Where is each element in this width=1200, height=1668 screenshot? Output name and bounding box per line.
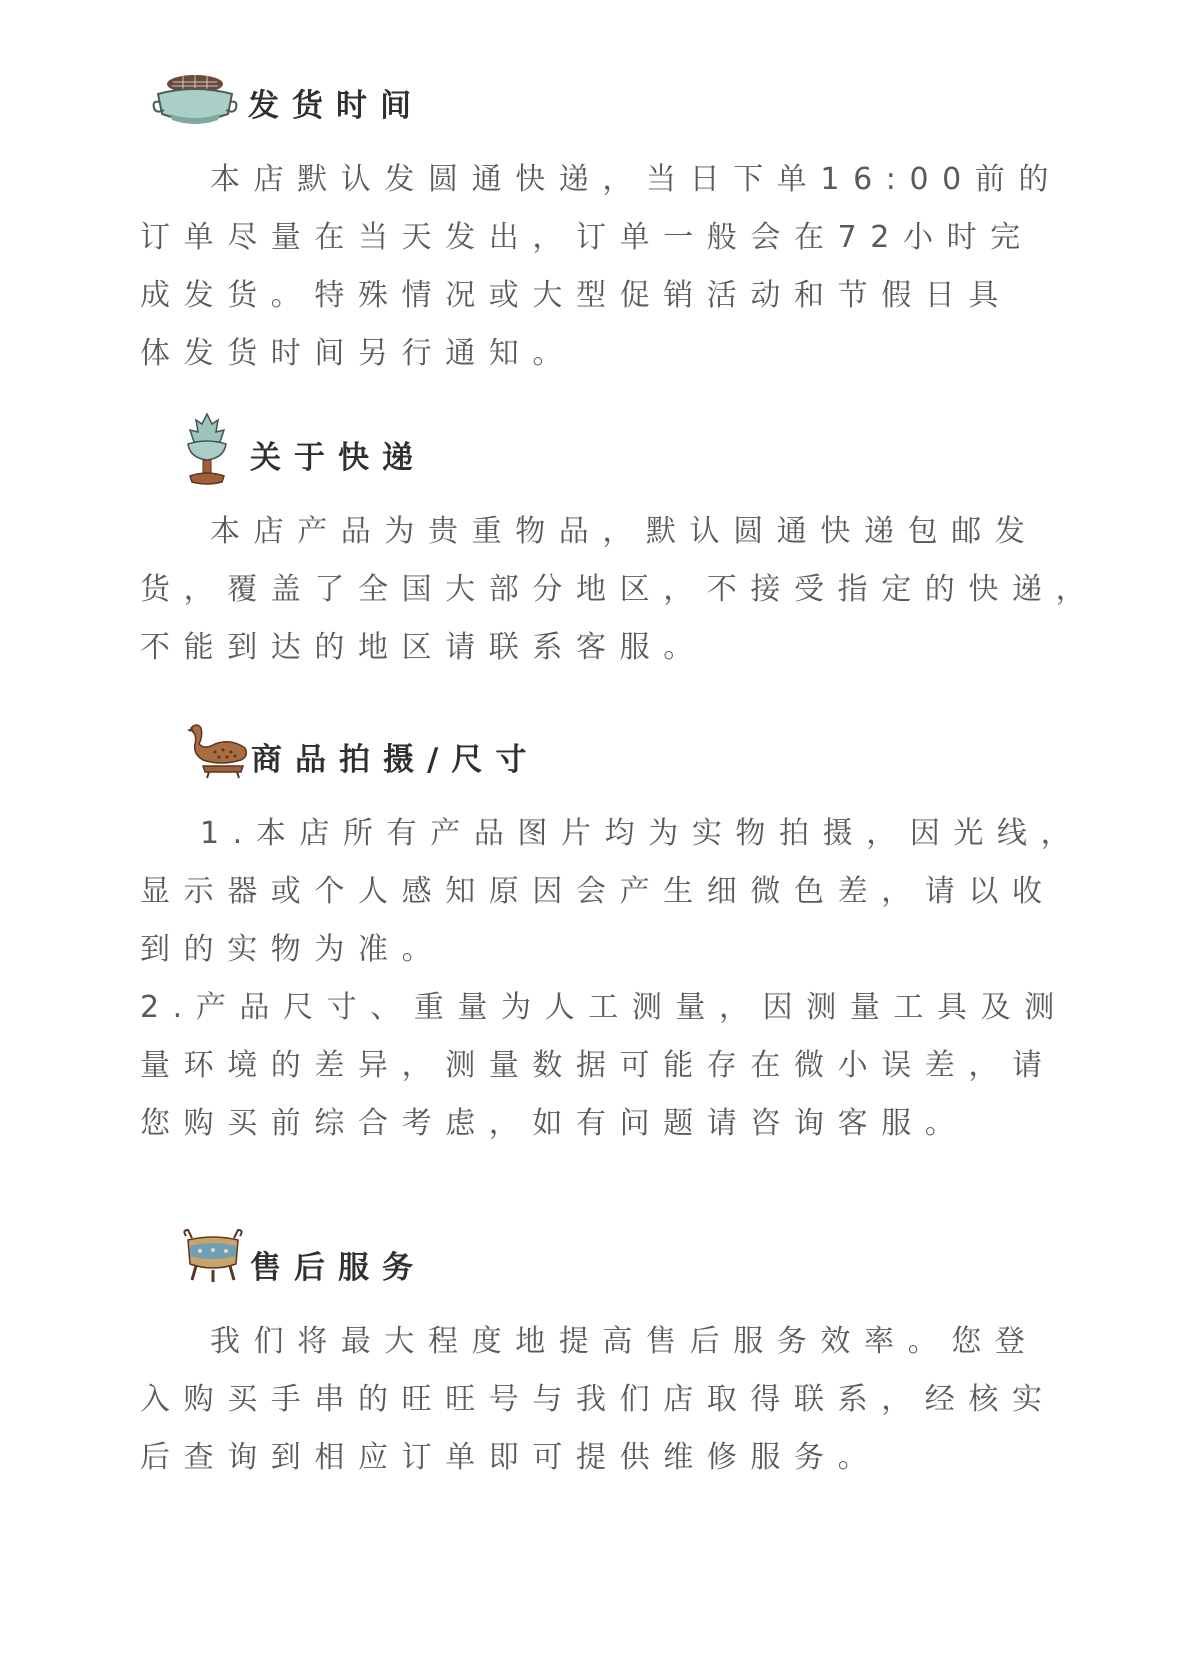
paragraph-line: 您购买前综合考虑，如有问题请咨询客服。 [140, 1106, 969, 1141]
duck-vessel-icon [185, 722, 253, 786]
paragraph-line: 货，覆盖了全国大部分地区，不接受指定的快递， [140, 572, 1100, 607]
paragraph-line: 本店产品为贵重物品，默认圆通快递包邮发 [210, 514, 1039, 549]
paragraph-line: 显示器或个人感知原因会产生细微色差，请以收 [140, 874, 1056, 909]
tripod-cauldron-icon [180, 1226, 246, 1290]
paragraph-line: 后查询到相应订单即可提供维修服务。 [140, 1440, 882, 1475]
section-title: 售后服务 [250, 1250, 426, 1286]
section-title: 发货时间 [248, 88, 424, 124]
paragraph-line: 不能到达的地区请联系客服。 [140, 630, 707, 665]
paragraph-line: 体发货时间另行通知。 [140, 336, 576, 371]
paragraph-line: 成发货。特殊情况或大型促销活动和节假日具 [140, 278, 1012, 313]
section-title: 关于快递 [250, 440, 426, 476]
paragraph-line: 1.本店所有产品图片均为实物拍摄，因光线， [200, 816, 1085, 851]
paragraph-line: 本店默认发圆通快递，当日下单16:00前的 [210, 162, 1063, 197]
section-title: 商品拍摄/尺寸 [251, 742, 540, 778]
paragraph-line: 2.产品尺寸、重量为人工测量，因测量工具及测 [140, 990, 1068, 1025]
paragraph-line: 入购买手串的旺旺号与我们店取得联系，经核实 [140, 1382, 1056, 1417]
paragraph-line: 到的实物为准。 [140, 932, 446, 967]
paragraph-line: 订单尽量在当天发出，订单一般会在72小时完 [140, 220, 1034, 255]
incense-burner-icon [148, 70, 242, 134]
censer-icon [182, 410, 232, 494]
paragraph-line: 我们将最大程度地提高售后服务效率。您登 [210, 1324, 1039, 1359]
paragraph-line: 量环境的差异，测量数据可能存在微小误差，请 [140, 1048, 1056, 1083]
